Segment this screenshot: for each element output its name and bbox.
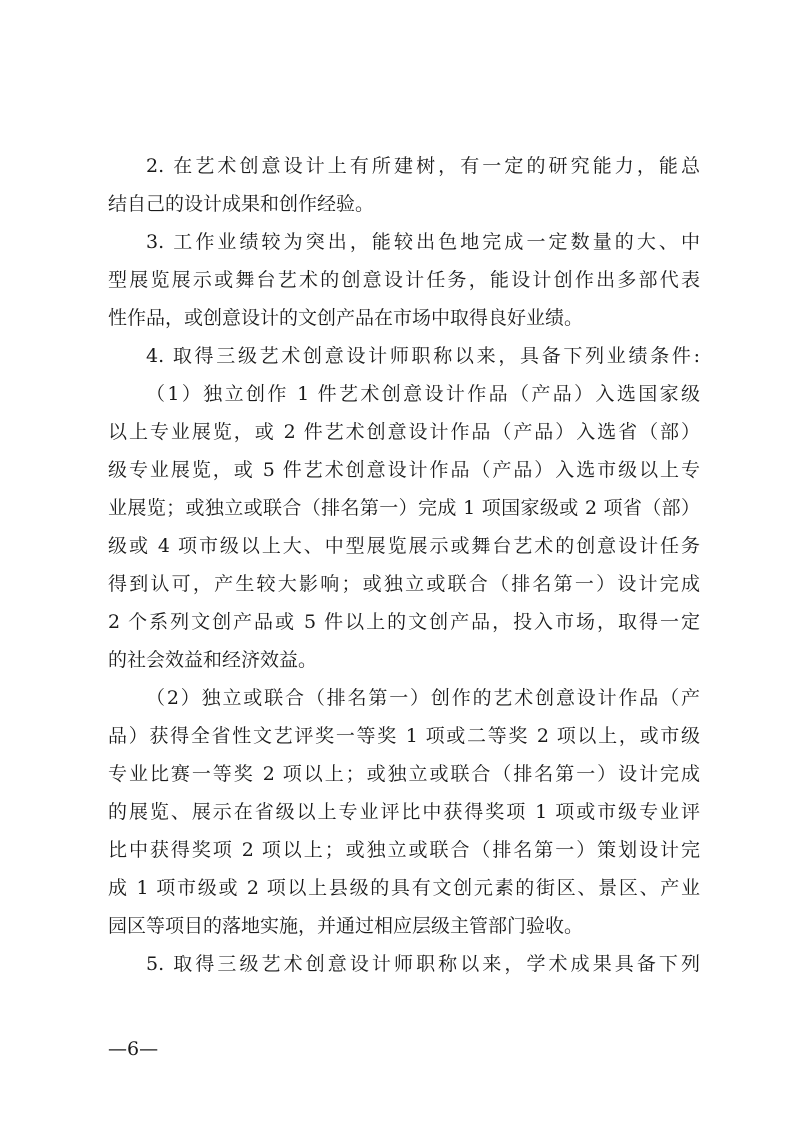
text-line: 3. 工作业绩较为突出，能较出色地完成一定数量的大、中: [146, 231, 700, 253]
text-line: 的社会效益和经济效益。: [108, 649, 318, 671]
text-line: 结自己的设计成果和创作经验。: [108, 193, 375, 215]
text-line: 得到认可，产生较大影响；或独立或联合（排名第一）设计完成: [108, 573, 700, 595]
text-line: 级专业展览，或 5 件艺术创意设计作品（产品）入选市级以上专: [108, 459, 700, 481]
text-line: 以上专业展览，或 2 件艺术创意设计作品（产品）入选省（部）: [108, 421, 700, 443]
text-line: 成 1 项市级或 2 项以上县级的具有文创元素的街区、景区、产业: [108, 877, 700, 899]
text-line: 的展览、展示在省级以上专业评比中获得奖项 1 项或市级专业评: [108, 801, 700, 823]
text-line: 园区等项目的落地实施，并通过相应层级主管部门验收。: [108, 915, 584, 937]
text-line: 业展览；或独立或联合（排名第一）完成 1 项国家级或 2 项省（部）: [108, 497, 700, 519]
text-line: 性作品，或创意设计的文创产品在市场中取得良好业绩。: [108, 307, 584, 329]
text-line: 5. 取得三级艺术创意设计师职称以来，学术成果具备下列: [146, 953, 700, 975]
text-line: （1）独立创作 1 件艺术创意设计作品（产品）入选国家级: [146, 383, 700, 405]
text-line: 级或 4 项市级以上大、中型展览展示或舞台艺术的创意设计任务: [108, 535, 700, 557]
text-line: 2 个系列文创产品或 5 件以上的文创产品，投入市场，取得一定: [108, 611, 700, 633]
text-line: 品）获得全省性文艺评奖一等奖 1 项或二等奖 2 项以上，或市级: [108, 725, 700, 747]
text-line: （2）独立或联合（排名第一）创作的艺术创意设计作品（产: [146, 687, 700, 709]
text-line: 专业比赛一等奖 2 项以上；或独立或联合（排名第一）设计完成: [108, 763, 700, 785]
text-line: 型展览展示或舞台艺术的创意设计任务，能设计创作出多部代表: [108, 269, 700, 291]
text-line: 2. 在艺术创意设计上有所建树，有一定的研究能力，能总: [146, 155, 700, 177]
page-number: —6—: [108, 1038, 159, 1060]
text-line: 比中获得奖项 2 项以上；或独立或联合（排名第一）策划设计完: [108, 839, 700, 861]
text-line: 4. 取得三级艺术创意设计师职称以来，具备下列业绩条件:: [146, 345, 700, 367]
